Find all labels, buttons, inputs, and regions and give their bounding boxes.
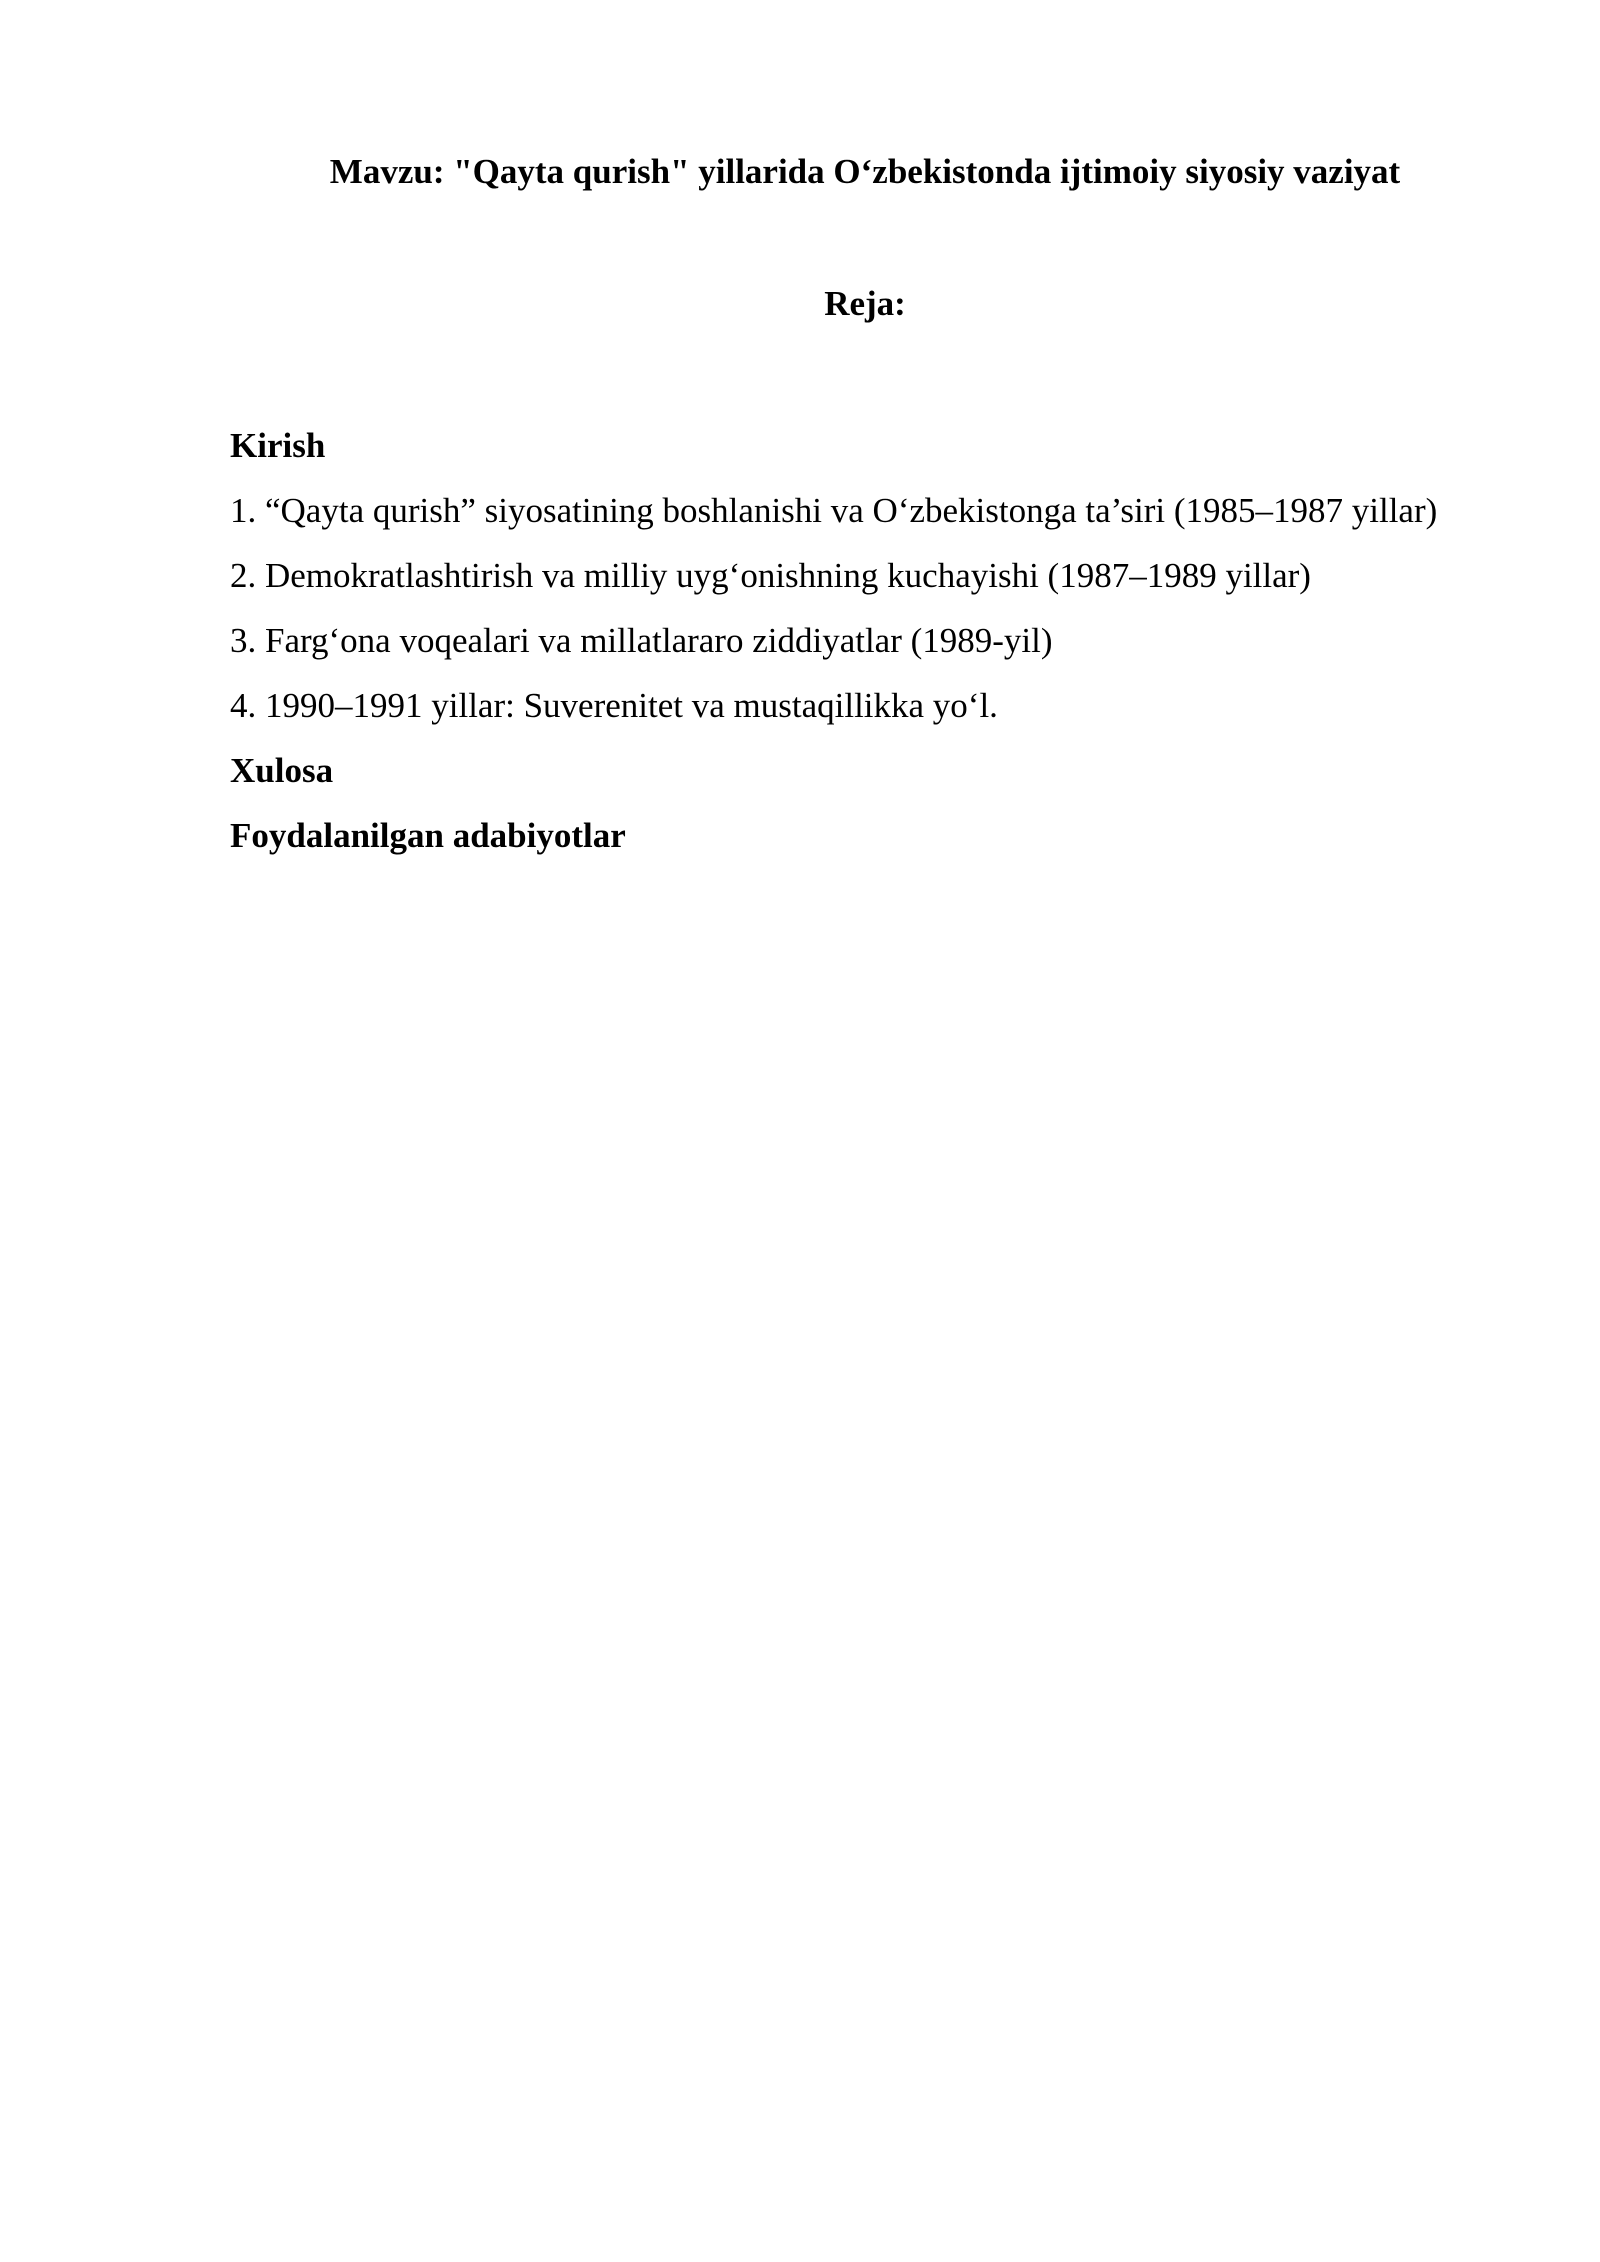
document-title: Mavzu: "Qayta qurish" yillarida O‘zbekistonda ijtimoiy siyosiy vaziyat	[329, 152, 1401, 191]
intro-heading: Kirish	[230, 426, 326, 465]
plan-item-3: 3. Farg‘ona voqealari va millatlararo ziddiyatlar (1989-yil)	[230, 621, 1053, 660]
references-heading: Foydalanilgan adabiyotlar	[230, 816, 626, 855]
plan-item-4: 4. 1990–1991 yillar: Suverenitet va mustaqillikka yo‘l.	[230, 686, 998, 725]
plan-item-2: 2. Demokratlashtirish va milliy uyg‘onishning kuchayishi (1987–1989 yillar)	[230, 556, 1311, 595]
plan-heading: Reja:	[824, 284, 906, 323]
plan-item-1: 1. “Qayta qurish” siyosatining boshlanishi va O‘zbekistonga ta’siri (1985–1987 yillar)	[230, 491, 1438, 530]
conclusion-heading: Xulosa	[230, 751, 334, 790]
plan-list	[230, 413, 1450, 868]
